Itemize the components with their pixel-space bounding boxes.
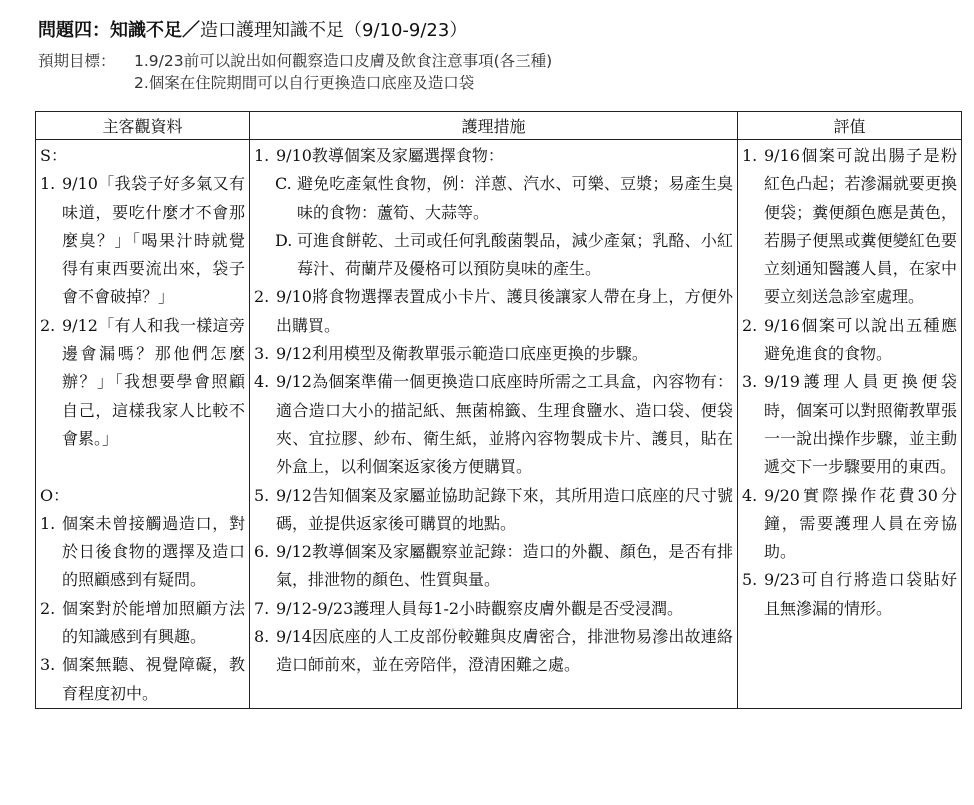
- item-number: 3.: [40, 655, 56, 675]
- list-item: [254, 142, 733, 170]
- care-plan-table: [35, 111, 962, 709]
- item-text: 9/10教導個案及家屬選擇食物：: [276, 146, 504, 165]
- item-text: 9/16個案可說出腸子是粉紅色凸起；若滲漏就要更換便袋；糞便顏色應是黃色，若腸子便黑或糞便變紅色要立刻通知醫護人員，在家中要立刻送急診室處理。: [764, 146, 957, 307]
- data-cell: [36, 140, 250, 709]
- item-number: 5.: [742, 570, 758, 590]
- item-number: 2.: [254, 287, 270, 307]
- list-item: [40, 170, 245, 311]
- item-number: 8.: [254, 627, 270, 647]
- expected-goals: [38, 50, 552, 94]
- item-number: 1.: [40, 513, 56, 533]
- list-item: [254, 595, 733, 623]
- sub-item: [254, 227, 733, 284]
- item-text: 個案對於能增加照顧方法的知識感到有興趣。: [62, 598, 245, 647]
- list-item: [40, 651, 245, 708]
- item-number: 1.: [254, 146, 270, 165]
- item-text: 9/16個案可以說出五種應避免進食的食物。: [764, 315, 957, 364]
- list-item: [254, 340, 733, 368]
- item-number: 2.: [40, 315, 56, 335]
- item-text: 9/12教導個案及家屬觀察並記錄：造口的外觀、顏色，是否有排氣，排泄物的顏色、性質與量。: [276, 542, 733, 590]
- list-item: [254, 623, 733, 680]
- header-evaluation: 評值: [738, 112, 962, 140]
- list-item: [40, 312, 245, 453]
- item-number: 4.: [254, 372, 270, 392]
- item-text: 9/19護理人員更換便袋時，個案可以對照衛教單張一一說出操作步驟，並主動遞交下一步驟要用的東西。: [764, 372, 957, 477]
- header-interventions: 護理措施: [250, 112, 738, 140]
- evaluation-cell: [738, 140, 962, 709]
- problem-title-bold: 問題四：知識不足／: [38, 20, 200, 41]
- item-text: 9/12「有人和我一樣這旁邊會漏嗎？那他們怎麼辦？」「我想要學會照顧自己，這樣我家人比較不會累。」: [62, 315, 245, 448]
- list-item: [254, 283, 733, 340]
- list-item: [742, 368, 957, 481]
- list-item: [742, 566, 957, 623]
- sub-text: 避免吃產氣性食物，例：洋蔥、汽水、可樂、豆漿；易產生臭味的食物：蘆筍、大蒜等。: [297, 174, 733, 222]
- item-text: 9/10「我袋子好多氣又有味道，要吃什麼才不會那麼臭？」「喝果汁時就覺得有東西要流出來，袋子會不會破掉？」: [62, 174, 245, 307]
- sub-text: 可進食餅乾、土司或任何乳酸菌製品，減少產氣；乳酪、小紅莓汁、荷蘭芹及優格可以預防臭味的產生。: [297, 230, 733, 279]
- item-number: 1.: [742, 146, 758, 165]
- item-number: 6.: [254, 542, 270, 562]
- problem-title: [38, 19, 467, 43]
- sub-item: [254, 170, 733, 227]
- list-item: [742, 312, 957, 369]
- item-text: 9/12-9/23護理人員每1-2小時觀察皮膚外觀是否受浸潤。: [276, 598, 684, 618]
- item-number: 5.: [254, 485, 270, 505]
- item-text: 9/20實際操作花費30分鐘，需要護理人員在旁協助。: [764, 485, 957, 562]
- list-item: [40, 510, 245, 595]
- item-text: 個案無聽、視覺障礙，教育程度初中。: [62, 655, 245, 703]
- item-text: 9/12告知個案及家屬並協助記錄下來，其所用造口底座的尺寸號碼，並提供返家後可購買的地點。: [276, 485, 733, 533]
- item-number: 7.: [254, 598, 270, 618]
- list-item: [254, 368, 733, 481]
- interventions-cell: [250, 140, 738, 709]
- list-item: [254, 482, 733, 539]
- problem-title-rest: 造口護理知識不足（9/10-9/23）: [200, 20, 468, 41]
- item-number: 3.: [254, 344, 270, 364]
- sub-label: C.: [275, 174, 292, 194]
- goal-label: 預期目標：: [38, 52, 116, 70]
- goal-item: 2.個案在住院期間可以自行更換造口底座及造口袋: [134, 74, 475, 92]
- objective-label: O：: [40, 485, 70, 505]
- list-item: [40, 595, 245, 652]
- subjective-label: S：: [40, 146, 67, 165]
- item-number: 1.: [40, 174, 56, 194]
- item-number: 3.: [742, 372, 758, 392]
- item-text: 9/12為個案準備一個更換造口底座時所需之工具盒，內容物有：適合造口大小的描記紙、無菌棉籤、生理食鹽水、造口袋、便袋夾、宜拉膠、紗布、衛生紙，並將內容物製成卡片、護貝，貼在外盒上，以利個案返家後方便購買。: [276, 372, 733, 477]
- list-item: [254, 538, 733, 595]
- goal-item: 1.9/23前可以說出如何觀察造口皮膚及飲食注意事項(各三種): [134, 52, 553, 70]
- list-item: [742, 482, 957, 567]
- item-text: 9/14因底座的人工皮部份較難與皮膚密合，排泄物易滲出故連絡造口師前來，並在旁陪伴，澄清困難之處。: [276, 627, 733, 675]
- item-text: 9/10將食物選擇表置成小卡片、護貝後讓家人帶在身上，方便外出購買。: [276, 287, 733, 335]
- item-number: 4.: [742, 485, 758, 505]
- item-text: 9/12利用模型及衛教單張示範造口底座更換的步驟。: [276, 344, 648, 364]
- item-number: 2.: [40, 598, 56, 618]
- sub-label: D.: [275, 230, 293, 250]
- item-number: 2.: [742, 315, 758, 335]
- item-text: 個案未曾接觸過造口，對於日後食物的選擇及造口的照顧感到有疑問。: [62, 513, 245, 590]
- header-data: 主客觀資料: [36, 112, 250, 140]
- item-text: 9/23可自行將造口袋貼好且無滲漏的情形。: [764, 570, 957, 618]
- list-item: [742, 142, 957, 312]
